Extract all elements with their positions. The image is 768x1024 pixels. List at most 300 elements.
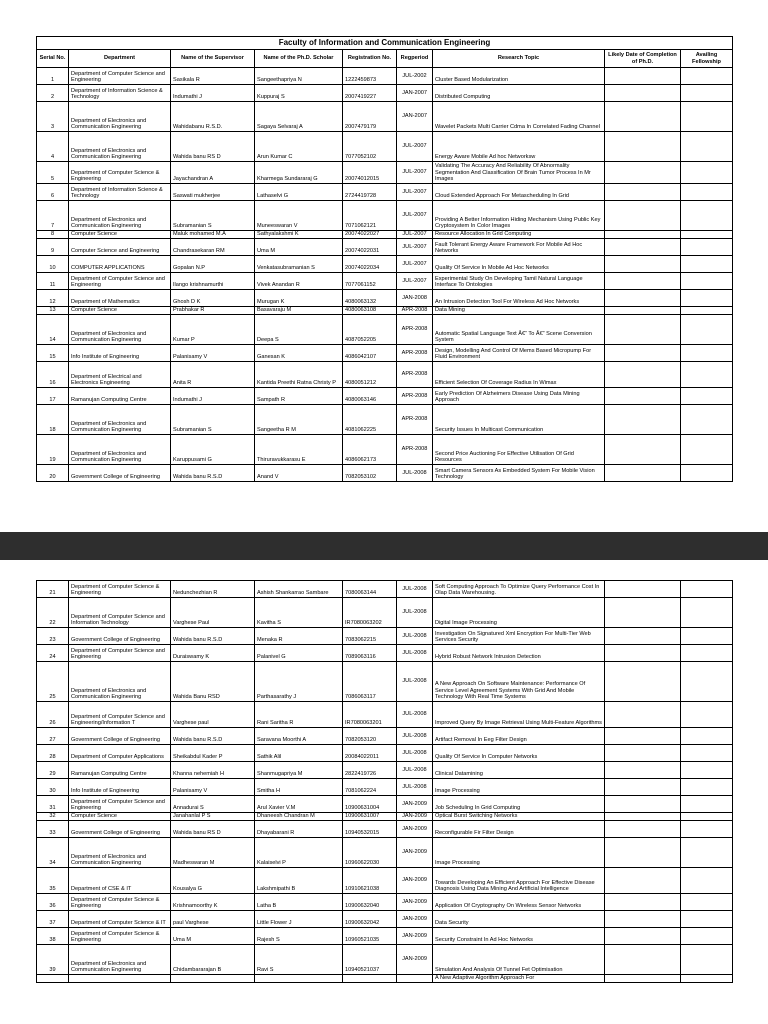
research-topic-cell: Towards Developing An Efficient Approach For Effective Disease Diagnosis Using Data Mining And Artificial Intelligence [433, 868, 605, 894]
research-topic-cell: Application Of Cryptography On Wireless Sensor Networks [433, 894, 605, 911]
table-row [37, 894, 733, 911]
registration-cell: 10900631007 [343, 813, 397, 821]
supervisor-cell: Ilango krishnamurthi [171, 273, 255, 290]
completion-date-cell [605, 813, 681, 821]
table-row [37, 162, 733, 184]
table-row [37, 821, 733, 838]
research-topic-cell: Wavelet Packets Multi Carrier Cdma In Correlated Fading Channel [433, 102, 605, 132]
fellowship-cell [681, 201, 733, 231]
table-row [37, 132, 733, 162]
serial-cell: 23 [37, 628, 69, 645]
fellowship-cell [681, 388, 733, 405]
regperiod-cell: JUL-2008 [397, 702, 433, 728]
research-topic-cell: Fault Tolerant Energy Aware Framework For Mobile Ad Hoc Networks [433, 239, 605, 256]
completion-date-cell [605, 388, 681, 405]
serial-cell: 6 [37, 184, 69, 201]
fellowship-cell [681, 465, 733, 482]
registration-cell: 7071062121 [343, 201, 397, 231]
regperiod-cell: APR-2008 [397, 388, 433, 405]
scholar-cell: Ashish Shankarrao Sambare [255, 581, 343, 598]
registration-cell: IR7080063202 [343, 598, 397, 628]
scholar-cell: Sangeethapriya N [255, 68, 343, 85]
scholar-cell: Shanmugapriya M [255, 762, 343, 779]
regperiod-cell: APR-2008 [397, 362, 433, 388]
table-row [37, 928, 733, 945]
serial-cell: 10 [37, 256, 69, 273]
serial-cell: 24 [37, 645, 69, 662]
supervisor-cell: Wahida banu R.S.D [171, 628, 255, 645]
table-row [37, 256, 733, 273]
fellowship-cell [681, 911, 733, 928]
registration-cell: 7089063116 [343, 645, 397, 662]
scholar-cell: Kharmega Sundararaj G [255, 162, 343, 184]
supervisor-cell: Uma M [171, 928, 255, 945]
supervisor-cell: Prabhakar R [171, 307, 255, 315]
regperiod-cell: APR-2008 [397, 405, 433, 435]
serial-cell: 39 [37, 945, 69, 975]
serial-cell: 20 [37, 465, 69, 482]
supervisor-cell: Wahida banu RS D [171, 821, 255, 838]
fellowship-cell [681, 231, 733, 239]
completion-date-cell [605, 796, 681, 813]
table-row [37, 702, 733, 728]
registration-cell: 7082053120 [343, 728, 397, 745]
department-cell: Department of Electronics and Communication Engineering [69, 405, 171, 435]
research-topic-cell: Cluster Based Modularization [433, 68, 605, 85]
department-cell: Department of Electrical and Electronics Engineering [69, 362, 171, 388]
table-row [37, 290, 733, 307]
fellowship-cell [681, 662, 733, 702]
completion-date-cell [605, 928, 681, 945]
registration-cell: 7077052102 [343, 132, 397, 162]
regperiod-cell: JUL-2008 [397, 581, 433, 598]
supervisor-cell: Saswati mukherjee [171, 184, 255, 201]
scholar-cell: Kalaiselvi P [255, 838, 343, 868]
completion-date-cell [605, 728, 681, 745]
scholar-cell: Sangeetha R M [255, 405, 343, 435]
completion-date-cell [605, 256, 681, 273]
serial-cell: 33 [37, 821, 69, 838]
supervisor-cell: Varghese Paul [171, 598, 255, 628]
fellowship-cell [681, 945, 733, 975]
department-cell: Government College of Engineering [69, 465, 171, 482]
supervisor-cell: Wahidabanu R.S.D. [171, 102, 255, 132]
serial-cell: 37 [37, 911, 69, 928]
serial-cell: 13 [37, 307, 69, 315]
scholar-cell: Anand V [255, 465, 343, 482]
research-topic-cell: Validating The Accuracy And Reliability Of Abnormality Segmentation And Classification Of Brain Tumor Process In Mr Images [433, 162, 605, 184]
registration-cell: 7080063144 [343, 581, 397, 598]
completion-date-cell [605, 307, 681, 315]
registration-cell: IR7080063201 [343, 702, 397, 728]
scholar-cell: Basavaraju M [255, 307, 343, 315]
scholar-cell: Dhaneesh Chandran M [255, 813, 343, 821]
regperiod-cell: JAN-2009 [397, 894, 433, 911]
regperiod-cell: JUL-2008 [397, 628, 433, 645]
scholar-cell: Ravi S [255, 945, 343, 975]
fellowship-cell [681, 645, 733, 662]
regperiod-cell: APR-2008 [397, 307, 433, 315]
regperiod-cell: JUL-2008 [397, 779, 433, 796]
supervisor-cell: Subramanian S [171, 405, 255, 435]
registration-cell: 4086062173 [343, 435, 397, 465]
department-cell: Department of Computer Science and Engineering [69, 273, 171, 290]
supervisor-cell [171, 975, 255, 983]
table-row [37, 68, 733, 85]
department-cell: Ramanujan Computing Centre [69, 388, 171, 405]
table-row [37, 435, 733, 465]
header-regperiod: Regperiod [397, 50, 433, 68]
fellowship-cell [681, 184, 733, 201]
table-row [37, 838, 733, 868]
regperiod-cell: JAN-2009 [397, 945, 433, 975]
fellowship-cell [681, 838, 733, 868]
supervisor-cell: Wahida Banu RSD [171, 662, 255, 702]
regperiod-cell: JUL-2007 [397, 231, 433, 239]
registration-cell: 4080063108 [343, 307, 397, 315]
scholar-cell: Murugan K [255, 290, 343, 307]
fellowship-cell [681, 728, 733, 745]
supervisor-cell: Duraiswamy K [171, 645, 255, 662]
scholar-cell: Muneeswaran V [255, 201, 343, 231]
supervisor-cell: Nedunchezhian R [171, 581, 255, 598]
scholar-cell: Little Flower J [255, 911, 343, 928]
scholar-cell [255, 975, 343, 983]
fellowship-cell [681, 975, 733, 983]
research-topic-cell: Security Constraint In Ad Hoc Networks [433, 928, 605, 945]
scholar-cell: Sathyalakshmi K [255, 231, 343, 239]
completion-date-cell [605, 702, 681, 728]
registration-cell: 4087052205 [343, 315, 397, 345]
research-topic-cell: Optical Burst Switching Networks [433, 813, 605, 821]
supervisor-cell: Karuppusami G [171, 435, 255, 465]
completion-date-cell [605, 162, 681, 184]
supervisor-cell: Wahida banu R.S.D [171, 465, 255, 482]
scholar-cell: Arun Kumar C [255, 132, 343, 162]
department-cell: Department of Electronics and Communication Engineering [69, 102, 171, 132]
registration-cell: 1222459873 [343, 68, 397, 85]
scholar-table-page-2 [36, 580, 733, 983]
table-row [37, 975, 733, 983]
scholar-cell: Kuppuraj S [255, 85, 343, 102]
fellowship-cell [681, 702, 733, 728]
research-topic-cell: Efficient Selection Of Coverage Radius In Wimax [433, 362, 605, 388]
registration-cell: 10900632040 [343, 894, 397, 911]
research-topic-cell: Improved Query By Image Retrieval Using Multi-Feature Algorithms [433, 702, 605, 728]
table-row [37, 598, 733, 628]
fellowship-cell [681, 779, 733, 796]
department-cell: Info Institute of Engineering [69, 779, 171, 796]
fellowship-cell [681, 796, 733, 813]
serial-cell: 36 [37, 894, 69, 911]
registration-cell: 10900632042 [343, 911, 397, 928]
registration-cell: 2822419726 [343, 762, 397, 779]
department-cell: Department of Electronics and Communication Engineering [69, 945, 171, 975]
serial-cell: 32 [37, 813, 69, 821]
registration-cell: 10900631004 [343, 796, 397, 813]
supervisor-cell: Madheswaran M [171, 838, 255, 868]
department-cell [69, 975, 171, 983]
research-topic-cell: Smart Camera Sensors As Embedded System For Mobile Vision Technology [433, 465, 605, 482]
department-cell: COMPUTER APPLICATIONS [69, 256, 171, 273]
completion-date-cell [605, 821, 681, 838]
header-serial: Serial No. [37, 50, 69, 68]
table-row [37, 388, 733, 405]
registration-cell: 7081062224 [343, 779, 397, 796]
serial-cell: 2 [37, 85, 69, 102]
research-topic-cell: Soft Computing Approach To Optimize Query Performance Cost In Olap Data Warehousing. [433, 581, 605, 598]
department-cell: Department of Mathematics [69, 290, 171, 307]
regperiod-cell: APR-2008 [397, 345, 433, 362]
scholar-cell: Dhayabarani R [255, 821, 343, 838]
completion-date-cell [605, 435, 681, 465]
fellowship-cell [681, 85, 733, 102]
research-topic-cell: Energy Aware Mobile Ad hoc Networksw [433, 132, 605, 162]
fellowship-cell [681, 102, 733, 132]
research-topic-cell: Resource Allocation In Grid Computing [433, 231, 605, 239]
serial-cell: 31 [37, 796, 69, 813]
registration-cell: 4080051212 [343, 362, 397, 388]
table-body-page-1 [37, 68, 733, 482]
serial-cell: 14 [37, 315, 69, 345]
completion-date-cell [605, 745, 681, 762]
table-row [37, 102, 733, 132]
scholar-cell: Ganesan K [255, 345, 343, 362]
supervisor-cell: Maluk mohamed M.A [171, 231, 255, 239]
department-cell: Department of Computer Science & Engineering [69, 162, 171, 184]
department-cell: Department of Computer Science and Engineering [69, 68, 171, 85]
completion-date-cell [605, 762, 681, 779]
completion-date-cell [605, 868, 681, 894]
scholar-cell: Lathaselvi G [255, 184, 343, 201]
research-topic-cell: A New Approach On Software Maintenance: Performance Of Service Level Agreement Systems With Grid And Mobile Technology With Real Time Systems [433, 662, 605, 702]
fellowship-cell [681, 132, 733, 162]
regperiod-cell: JAN-2009 [397, 928, 433, 945]
research-topic-cell: Quality Of Service In Mobile Ad Hoc Networks [433, 256, 605, 273]
scholar-cell: Palanivel G [255, 645, 343, 662]
department-cell: Department of Electronics and Communication Engineering [69, 132, 171, 162]
department-cell: Department of Electronics and Communication Engineering [69, 315, 171, 345]
scholar-table-page-1 [36, 36, 733, 482]
regperiod-cell: JUL-2008 [397, 745, 433, 762]
scholar-cell: Smitha H [255, 779, 343, 796]
research-topic-cell: Security Issues In Multicast Communication [433, 405, 605, 435]
completion-date-cell [605, 598, 681, 628]
header-scholar: Name of the Ph.D. Scholar [255, 50, 343, 68]
fellowship-cell [681, 256, 733, 273]
serial-cell: 19 [37, 435, 69, 465]
header-department: Department [69, 50, 171, 68]
table-row [37, 231, 733, 239]
department-cell: Department of Electronics and Communication Engineering [69, 435, 171, 465]
serial-cell: 15 [37, 345, 69, 362]
department-cell: Department of Electronics and Communication Engineering [69, 838, 171, 868]
scholar-cell: Sagaya Selvaraj A [255, 102, 343, 132]
fellowship-cell [681, 273, 733, 290]
scholar-cell: Arul Xavier V.M [255, 796, 343, 813]
table-row [37, 273, 733, 290]
scholar-cell: Rajesh S [255, 928, 343, 945]
table-row [37, 745, 733, 762]
registration-cell: 7077061152 [343, 273, 397, 290]
research-topic-cell: Experimental Study On Developing Tamil Natural Language Interface To Ontologies [433, 273, 605, 290]
serial-cell: 35 [37, 868, 69, 894]
research-topic-cell: Quality Of Service In Computer Networks [433, 745, 605, 762]
registration-cell: 2007419227 [343, 85, 397, 102]
completion-date-cell [605, 273, 681, 290]
supervisor-cell: Indumathi J [171, 85, 255, 102]
registration-cell: 4081062225 [343, 405, 397, 435]
supervisor-cell: Krishnamoorthy K [171, 894, 255, 911]
regperiod-cell: JAN-2008 [397, 290, 433, 307]
department-cell: Computer Science [69, 307, 171, 315]
fellowship-cell [681, 362, 733, 388]
research-topic-cell: Artifact Removal In Eeg Filter Design [433, 728, 605, 745]
table-row [37, 662, 733, 702]
supervisor-cell: Chandrasekaran RM [171, 239, 255, 256]
completion-date-cell [605, 231, 681, 239]
registration-cell: 4080063132 [343, 290, 397, 307]
research-topic-cell: Reconfigurable Fir Filter Design [433, 821, 605, 838]
serial-cell: 29 [37, 762, 69, 779]
regperiod-cell: JUL-2007 [397, 239, 433, 256]
table-row [37, 184, 733, 201]
table-row [37, 345, 733, 362]
regperiod-cell: JUL-2007 [397, 184, 433, 201]
table-row [37, 645, 733, 662]
supervisor-cell: Sasikala R [171, 68, 255, 85]
registration-cell: 20074022034 [343, 256, 397, 273]
department-cell: Department of Information Science & Technology [69, 184, 171, 201]
completion-date-cell [605, 662, 681, 702]
regperiod-cell [397, 975, 433, 983]
supervisor-cell: Anita R [171, 362, 255, 388]
table-row [37, 405, 733, 435]
scholar-cell: Kantida Preethi Ratna Christy P [255, 362, 343, 388]
supervisor-cell: Palanisamy V [171, 779, 255, 796]
table-row [37, 315, 733, 345]
completion-date-cell [605, 345, 681, 362]
regperiod-cell: JUL-2008 [397, 645, 433, 662]
table-row [37, 728, 733, 745]
serial-cell: 28 [37, 745, 69, 762]
registration-cell: 2007479179 [343, 102, 397, 132]
scholar-cell: Latha B [255, 894, 343, 911]
department-cell: Government College of Engineering [69, 628, 171, 645]
table-row [37, 85, 733, 102]
header-completion-date: Likely Date of Completion of Ph.D. [605, 50, 681, 68]
serial-cell: 34 [37, 838, 69, 868]
regperiod-cell: JUL-2008 [397, 598, 433, 628]
serial-cell: 4 [37, 132, 69, 162]
serial-cell: 18 [37, 405, 69, 435]
table-row [37, 362, 733, 388]
fellowship-cell [681, 894, 733, 911]
table-row [37, 201, 733, 231]
regperiod-cell: JUL-2007 [397, 273, 433, 290]
registration-cell: 10940521037 [343, 945, 397, 975]
table-row [37, 868, 733, 894]
completion-date-cell [605, 315, 681, 345]
completion-date-cell [605, 838, 681, 868]
research-topic-cell: Design, Modelling And Control Of Mems Based Micropump For Fluid Environment [433, 345, 605, 362]
completion-date-cell [605, 405, 681, 435]
scholar-cell: Thiruravukkarasu E [255, 435, 343, 465]
fellowship-cell [681, 745, 733, 762]
research-topic-cell: An Intrusion Detection Tool For Wireless Ad Hoc Networks [433, 290, 605, 307]
registration-cell: 10960521035 [343, 928, 397, 945]
serial-cell: 16 [37, 362, 69, 388]
completion-date-cell [605, 290, 681, 307]
header-supervisor: Name of the Supervisor [171, 50, 255, 68]
scholar-cell: Sathik Alil [255, 745, 343, 762]
completion-date-cell [605, 894, 681, 911]
serial-cell: 5 [37, 162, 69, 184]
serial-cell [37, 975, 69, 983]
regperiod-cell: JUL-2007 [397, 256, 433, 273]
supervisor-cell: Khanna nehemiah H [171, 762, 255, 779]
fellowship-cell [681, 345, 733, 362]
completion-date-cell [605, 85, 681, 102]
fellowship-cell [681, 581, 733, 598]
scholar-cell: Kavitha S [255, 598, 343, 628]
department-cell: Department of Computer Science & Engineering [69, 928, 171, 945]
regperiod-cell: JUL-2008 [397, 728, 433, 745]
research-topic-cell: Data Security [433, 911, 605, 928]
department-cell: Department of Electronics and Communication Engineering [69, 662, 171, 702]
fellowship-cell [681, 821, 733, 838]
table-row [37, 239, 733, 256]
completion-date-cell [605, 362, 681, 388]
registration-cell: 20084022011 [343, 745, 397, 762]
supervisor-cell: Subramanian S [171, 201, 255, 231]
department-cell: Department of Information Science & Technology [69, 85, 171, 102]
scholar-cell: Menaka R [255, 628, 343, 645]
regperiod-cell: JAN-2009 [397, 838, 433, 868]
research-topic-cell: Simulation And Analysis Of Tunnel Fet Optimisation [433, 945, 605, 975]
supervisor-cell: Varghese paul [171, 702, 255, 728]
table-row [37, 581, 733, 598]
table-row [37, 628, 733, 645]
research-topic-cell: Image Processing [433, 779, 605, 796]
research-topic-cell: Hybrid Robust Network Intrusion Detection [433, 645, 605, 662]
serial-cell: 12 [37, 290, 69, 307]
fellowship-cell [681, 68, 733, 85]
supervisor-cell: Jayachandran A [171, 162, 255, 184]
department-cell: Department of Computer Science and Engineering/Information T [69, 702, 171, 728]
registration-cell: 20074022031 [343, 239, 397, 256]
regperiod-cell: JAN-2007 [397, 102, 433, 132]
registration-cell: 20074012015 [343, 162, 397, 184]
research-topic-cell: Data Mining [433, 307, 605, 315]
department-cell: Department of Computer Science and Engineering [69, 796, 171, 813]
registration-cell: 4080063146 [343, 388, 397, 405]
table-row [37, 796, 733, 813]
scholar-cell: Rani Saritha R [255, 702, 343, 728]
completion-date-cell [605, 911, 681, 928]
research-topic-cell: Clinical Datamining [433, 762, 605, 779]
table-row [37, 465, 733, 482]
fellowship-cell [681, 598, 733, 628]
regperiod-cell: JUL-2007 [397, 201, 433, 231]
research-topic-cell: Cloud Extended Approach For Metascheduling In Grid [433, 184, 605, 201]
completion-date-cell [605, 581, 681, 598]
research-topic-cell: Investigation On Signatured Xml Encryption For Multi-Tier Web Services Security [433, 628, 605, 645]
completion-date-cell [605, 102, 681, 132]
serial-cell: 25 [37, 662, 69, 702]
table-body-page-2 [37, 581, 733, 983]
department-cell: Department of Computer Science and Information Technology [69, 598, 171, 628]
